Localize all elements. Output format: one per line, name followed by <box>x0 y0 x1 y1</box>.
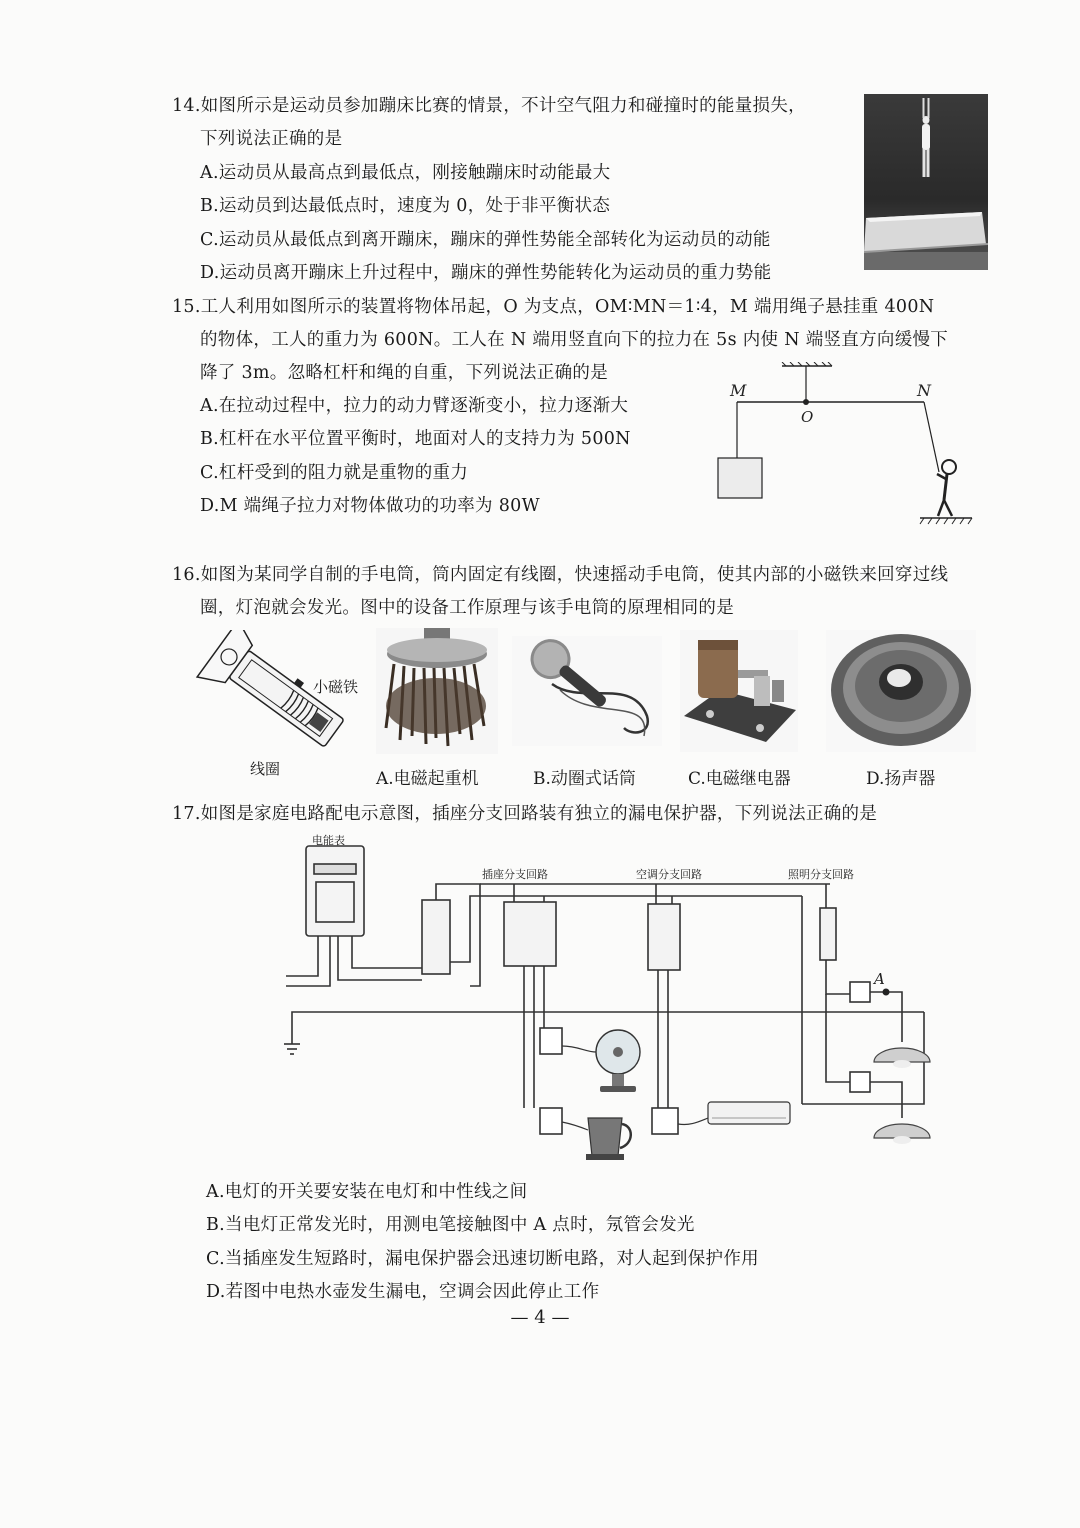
q16-stem-line1: 16.如图为某同学自制的手电筒，筒内固定有线圈，快速摇动手电筒，使其内部的小磁铁来回穿过线 <box>172 565 949 585</box>
magnet-label: 小磁铁 <box>313 678 359 696</box>
electric-kettle-icon <box>562 1118 631 1160</box>
q15-option-b: B.杠杆在水平位置平衡时，地面对人的支持力为 500N <box>200 429 631 449</box>
fan-icon <box>562 1030 640 1092</box>
q14-stem-line1: 14.如图所示是运动员参加蹦床比赛的情景，不计空气阻力和碰撞时的能量损失， <box>172 96 806 116</box>
q16-option-c: C.电磁继电器 <box>688 769 791 789</box>
household-circuit-diagram <box>282 832 954 1168</box>
ac-branch-label: 空调分支回路 <box>636 868 702 881</box>
coil-label: 线圈 <box>250 760 281 778</box>
q15-option-c: C.杠杆受到的阻力就是重物的重力 <box>200 463 469 483</box>
trampoline-photo <box>864 94 988 270</box>
electromagnetic-crane-photo <box>376 628 498 754</box>
socket-branch-label: 插座分支回路 <box>482 868 548 881</box>
q17-option-d: D.若图中电热水壶发生漏电，空调会因此停止工作 <box>206 1282 600 1302</box>
q15-stem-line3: 降了 3m。忽略杠杆和绳的自重，下列说法正确的是 <box>200 363 608 383</box>
q16-option-b: B.动圈式话筒 <box>533 769 636 789</box>
lever-diagram <box>710 362 990 542</box>
lever-label-o: O <box>801 408 814 426</box>
q16-stem-line2: 圈，灯泡就会发光。图中的设备工作原理与该手电筒的原理相同的是 <box>200 598 734 618</box>
q15-stem-line2: 的物体，工人的重力为 600N。工人在 N 端用竖直向下的拉力在 5s 内使 N 端竖直方向缓慢下 <box>200 330 949 350</box>
q17-stem: 17.如图是家庭电路配电示意图，插座分支回路装有独立的漏电保护器，下列说法正确的是 <box>172 804 878 824</box>
q17-option-b: B.当电灯正常发光时，用测电笔接触图中 A 点时，氖管会发光 <box>206 1215 695 1235</box>
air-conditioner-icon <box>678 1102 790 1125</box>
q16-option-a: A.电磁起重机 <box>376 769 479 789</box>
lamp-icon-1 <box>874 1048 930 1068</box>
electromagnetic-relay-photo <box>680 630 798 752</box>
q17-option-a: A.电灯的开关要安装在电灯和中性线之间 <box>206 1182 528 1202</box>
light-branch-label: 照明分支回路 <box>788 868 854 881</box>
dynamic-microphone-photo <box>512 636 662 746</box>
meter-label: 电能表 <box>312 834 345 847</box>
q15-stem-line1: 15.工人利用如图所示的装置将物体吊起，O 为支点，OM∶MN＝1∶4，M 端用绳子悬挂重 400N <box>172 297 935 317</box>
q15-option-d: D.M 端绳子拉力对物体做功的功率为 80W <box>200 496 540 516</box>
q17-option-c: C.当插座发生短路时，漏电保护器会迅速切断电路，对人起到保护作用 <box>206 1249 759 1269</box>
speaker-photo <box>826 630 976 752</box>
lever-label-n: N <box>917 381 931 400</box>
page-number: — 4 — <box>510 1307 570 1328</box>
q16-option-d: D.扬声器 <box>866 769 936 789</box>
q14-option-c: C.运动员从最低点到离开蹦床，蹦床的弹性势能全部转化为运动员的动能 <box>200 230 771 250</box>
lever-label-m: M <box>730 381 747 400</box>
q14-stem-line2: 下列说法正确的是 <box>200 129 343 149</box>
q14-option-a: A.运动员从最高点到最低点，刚接触蹦床时动能最大 <box>200 163 611 183</box>
lamp-icon-2 <box>874 1124 930 1144</box>
q15-option-a: A.在拉动过程中，拉力的动力臂逐渐变小，拉力逐渐大 <box>200 396 629 416</box>
q14-option-b: B.运动员到达最低点时，速度为 0，处于非平衡状态 <box>200 196 611 216</box>
q14-option-d: D.运动员离开蹦床上升过程中，蹦床的弹性势能转化为运动员的重力势能 <box>200 263 772 283</box>
point-a-label: A <box>874 970 885 988</box>
